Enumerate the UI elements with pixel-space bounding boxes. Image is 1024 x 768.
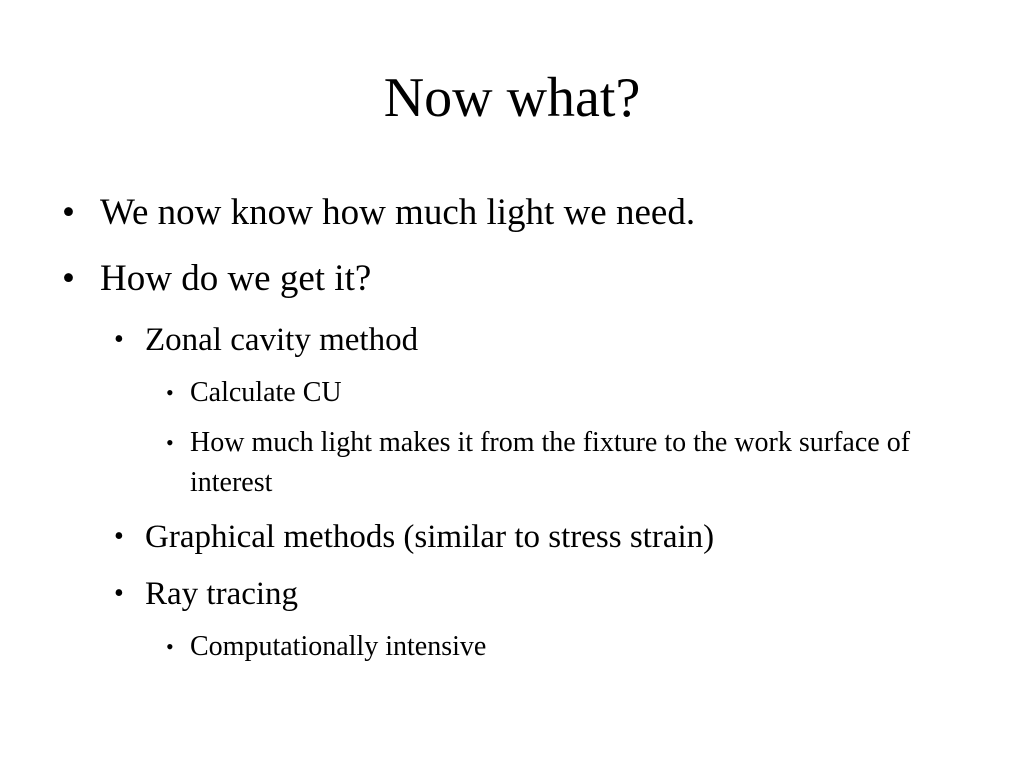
bullet-text: How much light makes it from the fixture to the work surface of interest (190, 427, 911, 498)
bullet-dot: • (62, 258, 75, 299)
slide-title: Now what? (383, 67, 641, 129)
bullet-dot: • (166, 634, 174, 659)
bullet-dot: • (114, 521, 124, 552)
bullet-dot: • (166, 380, 174, 405)
bullet-dot: • (114, 578, 124, 609)
bullet-dot: • (166, 430, 174, 455)
bullet-text: We now know how much light we need. (100, 192, 696, 233)
bullet-text: Zonal cavity method (145, 322, 419, 358)
bullet-dot: • (114, 324, 124, 355)
bullet-dot: • (62, 192, 75, 233)
bullet-text: Ray tracing (145, 576, 299, 612)
bullet-text: How do we get it? (100, 258, 372, 299)
bullet-text: Graphical methods (similar to stress strain) (145, 519, 715, 555)
bullet-text: Computationally intensive (190, 631, 487, 662)
bullet-text: Calculate CU (190, 377, 342, 408)
